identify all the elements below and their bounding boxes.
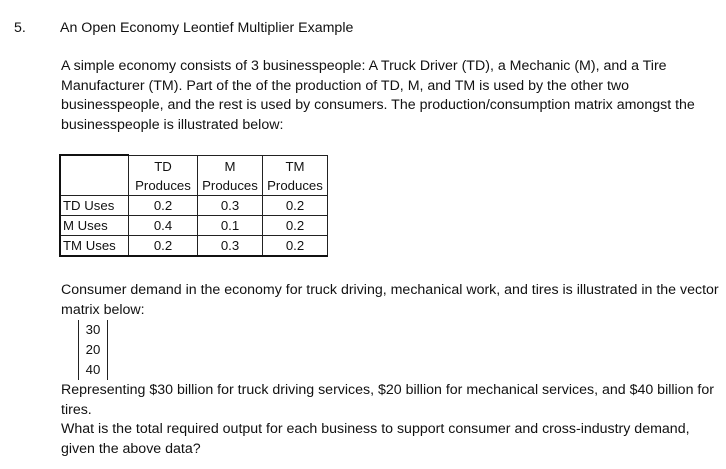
table-cell: 0.2 (263, 195, 328, 215)
table-cell: 0.3 (198, 195, 263, 215)
column-header-label: Produces (129, 176, 198, 196)
question-heading (14, 19, 353, 39)
table-row (60, 235, 328, 256)
intro-paragraph: A simple economy consists of 3 businesspeople: A Truck Driver (TD), a Mechanic (M), and a Tire Manufacturer (TM). Part of the of the production of TD, M, and TM is used by the other two businesspeople, and the rest is used by consumers. The production/consumption matrix amongst the businesspeople is illustrated below: (61, 58, 695, 133)
column-header-code: TM (263, 155, 328, 176)
demand-explanation-paragraph: Representing $30 billion for truck driving services, $20 billion for mechanical services, and $40 billion for tires. (61, 382, 714, 418)
demand-vector (78, 320, 108, 380)
row-label: TM Uses (60, 235, 129, 256)
table-row (60, 195, 328, 215)
vector-entry: 20 (85, 342, 101, 357)
row-label: M Uses (60, 215, 129, 235)
vector-entry: 40 (85, 362, 101, 377)
demand-intro-paragraph: Consumer demand in the economy for truck driving, mechanical work, and tires is illustrated in the vector matrix below: (61, 282, 719, 318)
table-cell: 0.3 (198, 235, 263, 256)
question-number: 5. (14, 20, 26, 36)
question-title: An Open Economy Leontief Multiplier Example (60, 20, 354, 36)
final-question-paragraph: What is the total required output for each business to support consumer and cross-industry demand, given the above data? (61, 421, 690, 457)
production-matrix (59, 154, 328, 257)
column-header-code: TD (129, 155, 198, 176)
row-label: TD Uses (60, 195, 129, 215)
matrix-corner-cell (60, 155, 129, 195)
table-cell: 0.2 (129, 235, 198, 256)
column-header-label: Produces (263, 176, 328, 196)
table-cell: 0.4 (129, 215, 198, 235)
table-row (60, 215, 328, 235)
table-cell: 0.2 (263, 215, 328, 235)
matrix-header-row (60, 155, 328, 176)
table-cell: 0.2 (129, 195, 198, 215)
vector-entry: 30 (85, 322, 101, 337)
table-cell: 0.2 (263, 235, 328, 256)
column-header-code: M (198, 155, 263, 176)
column-header-label: Produces (198, 176, 263, 196)
table-cell: 0.1 (198, 215, 263, 235)
